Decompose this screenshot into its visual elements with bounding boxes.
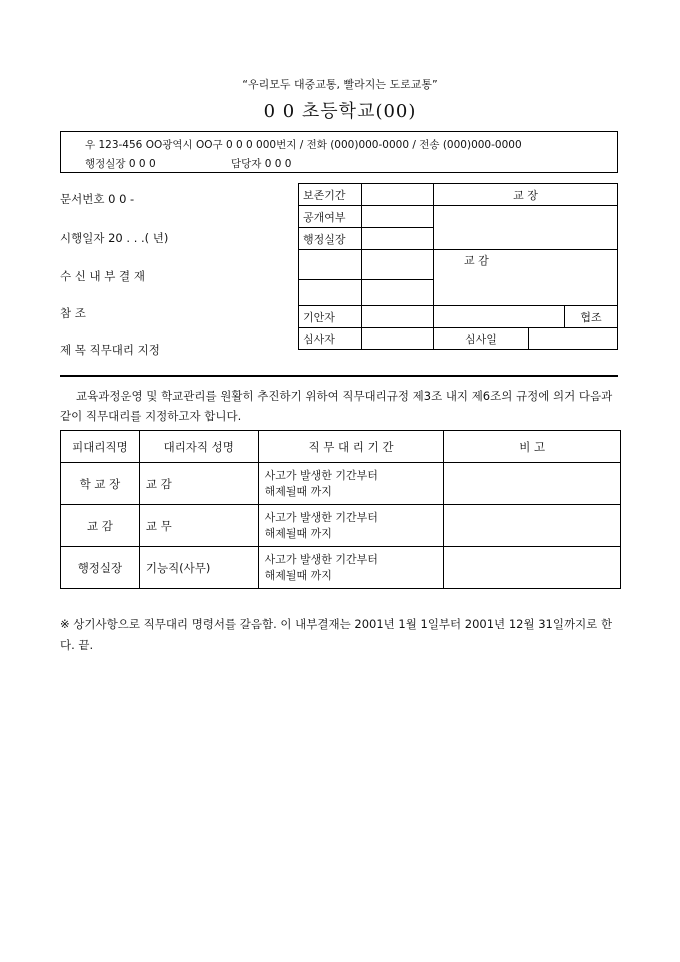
staff-in-charge: 담당자 0 0 0: [231, 158, 292, 170]
deputy-cell: 기능직(사무): [139, 547, 258, 589]
reviewer-label: 심사자: [299, 328, 362, 350]
period-cell: [258, 463, 444, 505]
admin-chief-name: 행정실장 0 0 0: [85, 158, 156, 170]
deputy-cell: 교 감: [139, 463, 258, 505]
disclosure-label: 공개여부: [299, 206, 362, 228]
deputy-table: [60, 430, 621, 589]
principal-label: 교 장: [434, 184, 618, 206]
period-line-1: 사고가 발생한 기간부터: [264, 510, 378, 524]
footer-note: ※ 상기사항으로 직무대리 명령서를 갈음함. 이 내부결재는 2001년 1월 1일부터 2001년 12월 31일까지로 한다. 끝.: [60, 617, 613, 652]
col-header-deputy: 대리자직 성명: [139, 431, 258, 463]
period-line-1: 사고가 발생한 기간부터: [264, 552, 378, 566]
period-cell: [258, 505, 444, 547]
period-line-2: 해제될때 까지: [264, 568, 332, 582]
table-row: [61, 463, 621, 505]
disclosure-value: [362, 206, 434, 228]
position-cell: 교 감: [61, 505, 140, 547]
subject: 제 목 직무대리 지정: [60, 343, 160, 357]
note-cell: [444, 463, 621, 505]
reviewer-sign: [362, 328, 434, 350]
slogan: “우리모두 대중교통, 빨라지는 도로교통”: [242, 78, 438, 91]
period-line-2: 해제될때 까지: [264, 526, 332, 540]
approval-blank-2: [362, 250, 434, 280]
table-row: [61, 505, 621, 547]
body-paragraph: 교육과정운영 및 학교관리를 원활히 추진하기 위하여 직무대리규정 제3조 내지 제6조의 규정에 의거 다음과 같이 직무대리를 지정하고자 합니다.: [60, 389, 613, 423]
drafter-sign: [362, 306, 434, 328]
admin-chief-label: 행정실장: [299, 228, 362, 250]
retention-label: 보존기간: [299, 184, 362, 206]
address-box: [60, 131, 618, 173]
drafter-blank: [434, 306, 565, 328]
position-cell: 행정실장: [61, 547, 140, 589]
approval-table: [298, 183, 618, 350]
table-row: [61, 547, 621, 589]
address-line: 우 123-456 OO광역시 OO구 0 0 0 000번지 / 전화 (000)000-0000 / 전송 (000)000-0000: [85, 139, 522, 151]
approval-blank-1: [299, 250, 362, 280]
vice-principal-label: 교 감: [434, 250, 618, 306]
divider-line: [60, 375, 618, 377]
review-date-value: [529, 328, 618, 350]
reference: 참 조: [60, 306, 86, 320]
note-cell: [444, 547, 621, 589]
admin-chief-sign: [362, 228, 434, 250]
period-cell: [258, 547, 444, 589]
period-line-1: 사고가 발생한 기간부터: [264, 468, 378, 482]
issue-date: 시행일자 20 . . .( 년): [60, 231, 169, 245]
col-header-note: 비 고: [444, 431, 621, 463]
note-cell: [444, 505, 621, 547]
approval-blank-3: [299, 280, 362, 306]
position-cell: 학 교 장: [61, 463, 140, 505]
school-title: 0 0 초등학교(00): [263, 101, 417, 122]
period-line-2: 해제될때 까지: [264, 484, 332, 498]
principal-sign: [434, 206, 618, 250]
review-date-label: 심사일: [434, 328, 529, 350]
approval-blank-4: [362, 280, 434, 306]
deputy-cell: 교 무: [139, 505, 258, 547]
recipient: 수 신 내 부 결 재: [60, 269, 145, 283]
doc-number: 문서번호 0 0 -: [60, 192, 135, 206]
cooperation-label: 협조: [565, 306, 618, 328]
retention-value: [362, 184, 434, 206]
col-header-position: 피대리직명: [61, 431, 140, 463]
col-header-period: 직 무 대 리 기 간: [258, 431, 444, 463]
drafter-label: 기안자: [299, 306, 362, 328]
